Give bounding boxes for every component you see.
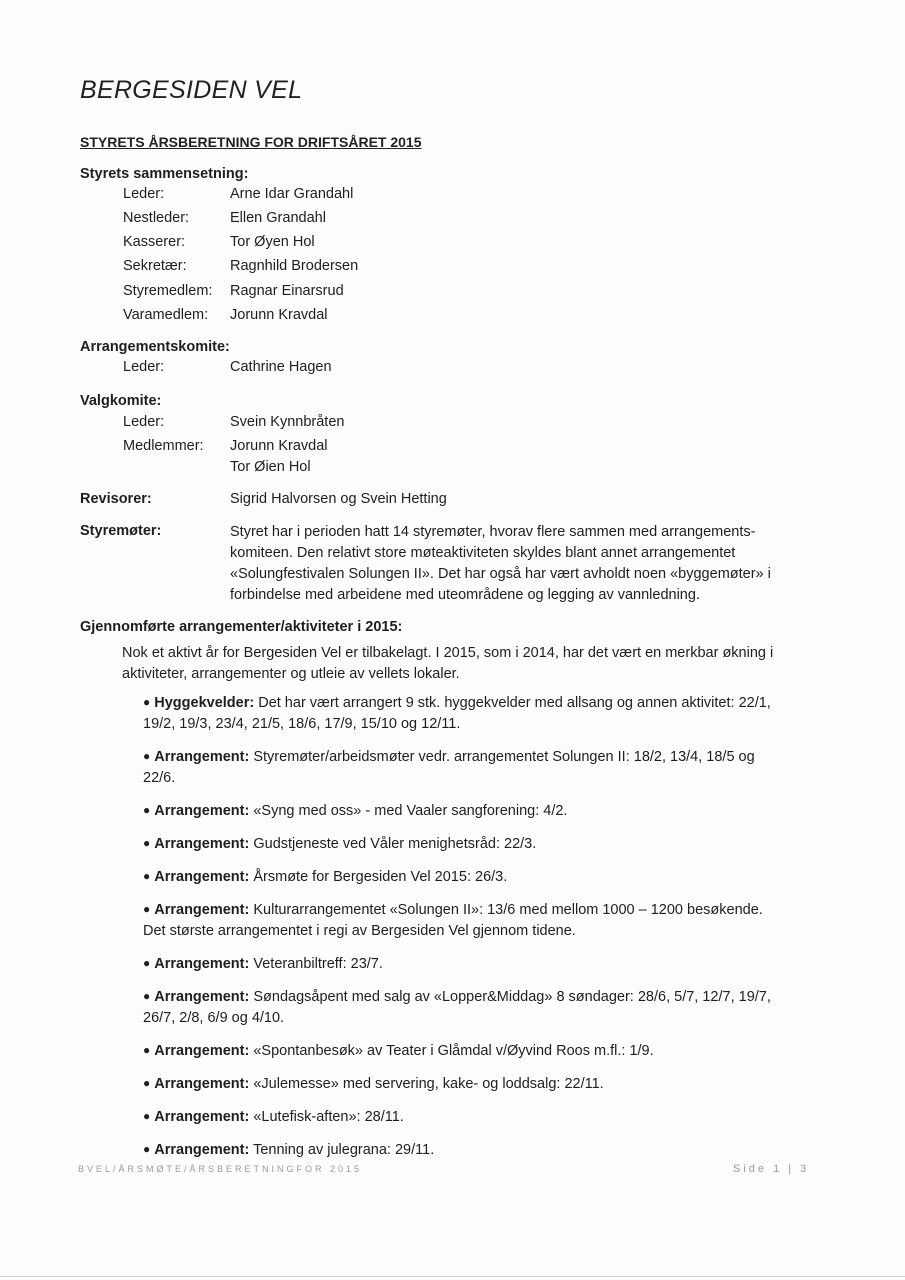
role-label: Sekretær:: [123, 258, 187, 274]
item-text: «Syng med oss» - med Vaaler sangforening: 4/2.: [253, 803, 568, 819]
auditors-names: Sigrid Halvorsen og Svein Hetting: [230, 491, 447, 507]
item-text: Det største arrangementet i regi av Bergesiden Vel gjennom tidene.: [143, 923, 576, 939]
list-item: [143, 1139, 813, 1161]
committee-row: [123, 438, 328, 454]
item-text: 26/7, 2/8, 6/9 og 4/10.: [143, 1010, 285, 1026]
item-text: 22/6.: [143, 770, 176, 786]
paragraph-line: aktiviteter, arrangementer og utleie av vellets lokaler.: [122, 666, 460, 682]
bullet-icon: ●: [143, 803, 151, 817]
committee-row: [123, 414, 344, 430]
meetings-paragraph: [230, 522, 808, 606]
role-label: Nestleder:: [123, 210, 190, 226]
paragraph-line: Nok et aktivt år for Bergesiden Vel er tilbakelagt. I 2015, som i 2014, har det vært en merkbar økning i: [122, 645, 774, 661]
member-name: Ragnar Einarsrud: [230, 283, 344, 299]
member-name: Tor Øyen Hol: [230, 234, 315, 250]
item-text: «Lutefisk-aften»: 28/11.: [253, 1109, 404, 1125]
activities-heading: Gjennomførte arrangementer/aktiviteter i 2015:: [80, 619, 403, 635]
bullet-icon: ●: [143, 695, 151, 709]
bullet-icon: ●: [143, 869, 151, 883]
list-item: [143, 899, 813, 942]
bullet-icon: ●: [143, 1043, 151, 1057]
board-row: [123, 283, 344, 299]
member-name: Svein Kynnbråten: [230, 414, 345, 430]
board-heading: Styrets sammensetning:: [80, 166, 249, 182]
board-row: [123, 234, 315, 250]
item-text: Årsmøte for Bergesiden Vel 2015: 26/3.: [253, 869, 508, 885]
list-item: [143, 692, 813, 735]
item-text: Gudstjeneste ved Våler menighetsråd: 22/3.: [253, 836, 537, 852]
role-label: Styremedlem:: [123, 283, 213, 299]
bullet-icon: ●: [143, 902, 151, 916]
page-number: Side 1 | 3: [733, 1163, 810, 1175]
member-name: Ragnhild Brodersen: [230, 258, 359, 274]
role-label: Leder:: [123, 186, 165, 202]
list-item: [143, 1073, 813, 1095]
item-label: Arrangement:: [154, 803, 250, 819]
list-item: [143, 800, 813, 822]
member-name: Arne Idar Grandahl: [230, 186, 354, 202]
item-text: Veteranbiltreff: 23/7.: [253, 956, 383, 972]
member-name: Cathrine Hagen: [230, 359, 332, 375]
role-label: Varamedlem:: [123, 307, 209, 323]
event-committee-heading: Arrangementskomite:: [80, 339, 230, 355]
board-row: [123, 307, 328, 323]
election-committee-heading: Valgkomite:: [80, 393, 162, 409]
role-label: Leder:: [123, 359, 165, 375]
list-item: [143, 1040, 813, 1062]
list-item: [143, 866, 813, 888]
member-name: Ellen Grandahl: [230, 210, 326, 226]
item-text: Styremøter/arbeidsmøter vedr. arrangementet Solungen II: 18/2, 13/4, 18/5 og: [253, 749, 755, 765]
paragraph-line: forbindelse med arbeidene med uteområdene og legging av vannledning.: [230, 587, 700, 603]
member-name: Jorunn Kravdal: [230, 438, 328, 454]
list-item: [143, 1106, 813, 1128]
item-label: Arrangement:: [154, 749, 250, 765]
activities-intro: [122, 643, 822, 685]
paragraph-line: komiteen. Den relativt store møteaktiviteten skyldes blant annet arrangementet: [230, 545, 736, 561]
member-name: Tor Øien Hol: [230, 459, 311, 475]
auditors-heading: Revisorer:: [80, 491, 152, 507]
paragraph-line: «Solungfestivalen Solungen II». Det har også har vært avholdt noen «byggemøter» i: [230, 566, 771, 582]
list-item: [143, 833, 813, 855]
bullet-icon: ●: [143, 989, 151, 1003]
item-label: Arrangement:: [154, 1076, 250, 1092]
item-label: Arrangement:: [154, 902, 250, 918]
meetings-heading: Styremøter:: [80, 523, 162, 539]
activity-list: [143, 692, 813, 1161]
bullet-icon: ●: [143, 956, 151, 970]
bullet-icon: ●: [143, 1109, 151, 1123]
item-text: «Julemesse» med servering, kake- og loddsalg: 22/11.: [253, 1076, 604, 1092]
scan-edge-divider: [0, 1276, 905, 1277]
paragraph-line: Styret har i perioden hatt 14 styremøter, hvorav flere sammen med arrangements-: [230, 524, 756, 540]
bullet-icon: ●: [143, 836, 151, 850]
committee-row: [123, 359, 332, 375]
item-label: Hyggekvelder:: [154, 695, 255, 711]
item-text: Det har vært arrangert 9 stk. hyggekvelder med allsang og annen aktivitet: 22/1,: [258, 695, 771, 711]
board-row: [123, 210, 326, 226]
bullet-icon: ●: [143, 749, 151, 763]
item-label: Arrangement:: [154, 1142, 250, 1158]
item-text: Kulturarrangementet «Solungen II»: 13/6 med mellom 1000 – 1200 besøkende.: [253, 902, 763, 918]
report-title: STYRETS ÅRSBERETNING FOR DRIFTSÅRET 2015: [80, 134, 422, 150]
role-label: Leder:: [123, 414, 165, 430]
item-label: Arrangement:: [154, 1109, 250, 1125]
list-item: [143, 746, 813, 789]
item-text: «Spontanbesøk» av Teater i Glåmdal v/Øyvind Roos m.fl.: 1/9.: [253, 1043, 654, 1059]
item-label: Arrangement:: [154, 989, 250, 1005]
board-row: [123, 258, 358, 274]
item-text: 19/2, 19/3, 23/4, 21/5, 18/6, 17/9, 15/10 og 12/11.: [143, 716, 461, 732]
item-label: Arrangement:: [154, 836, 250, 852]
footer-path: BVEL/ÅRSMØTE/ÅRSBERETNINGFOR 2015: [78, 1164, 363, 1174]
bullet-icon: ●: [143, 1142, 151, 1156]
item-text: Tenning av julegrana: 29/11.: [253, 1142, 435, 1158]
role-label: Kasserer:: [123, 234, 186, 250]
item-label: Arrangement:: [154, 1043, 250, 1059]
item-text: Søndagsåpent med salg av «Lopper&Middag» 8 søndager: 28/6, 5/7, 12/7, 19/7,: [253, 989, 771, 1005]
bullet-icon: ●: [143, 1076, 151, 1090]
org-title: BERGESIDEN VEL: [80, 76, 303, 104]
item-label: Arrangement:: [154, 869, 250, 885]
list-item: [143, 953, 813, 975]
item-label: Arrangement:: [154, 956, 250, 972]
role-label: Medlemmer:: [123, 438, 204, 454]
member-name: Jorunn Kravdal: [230, 307, 328, 323]
board-row: [123, 186, 353, 202]
list-item: [143, 986, 813, 1029]
